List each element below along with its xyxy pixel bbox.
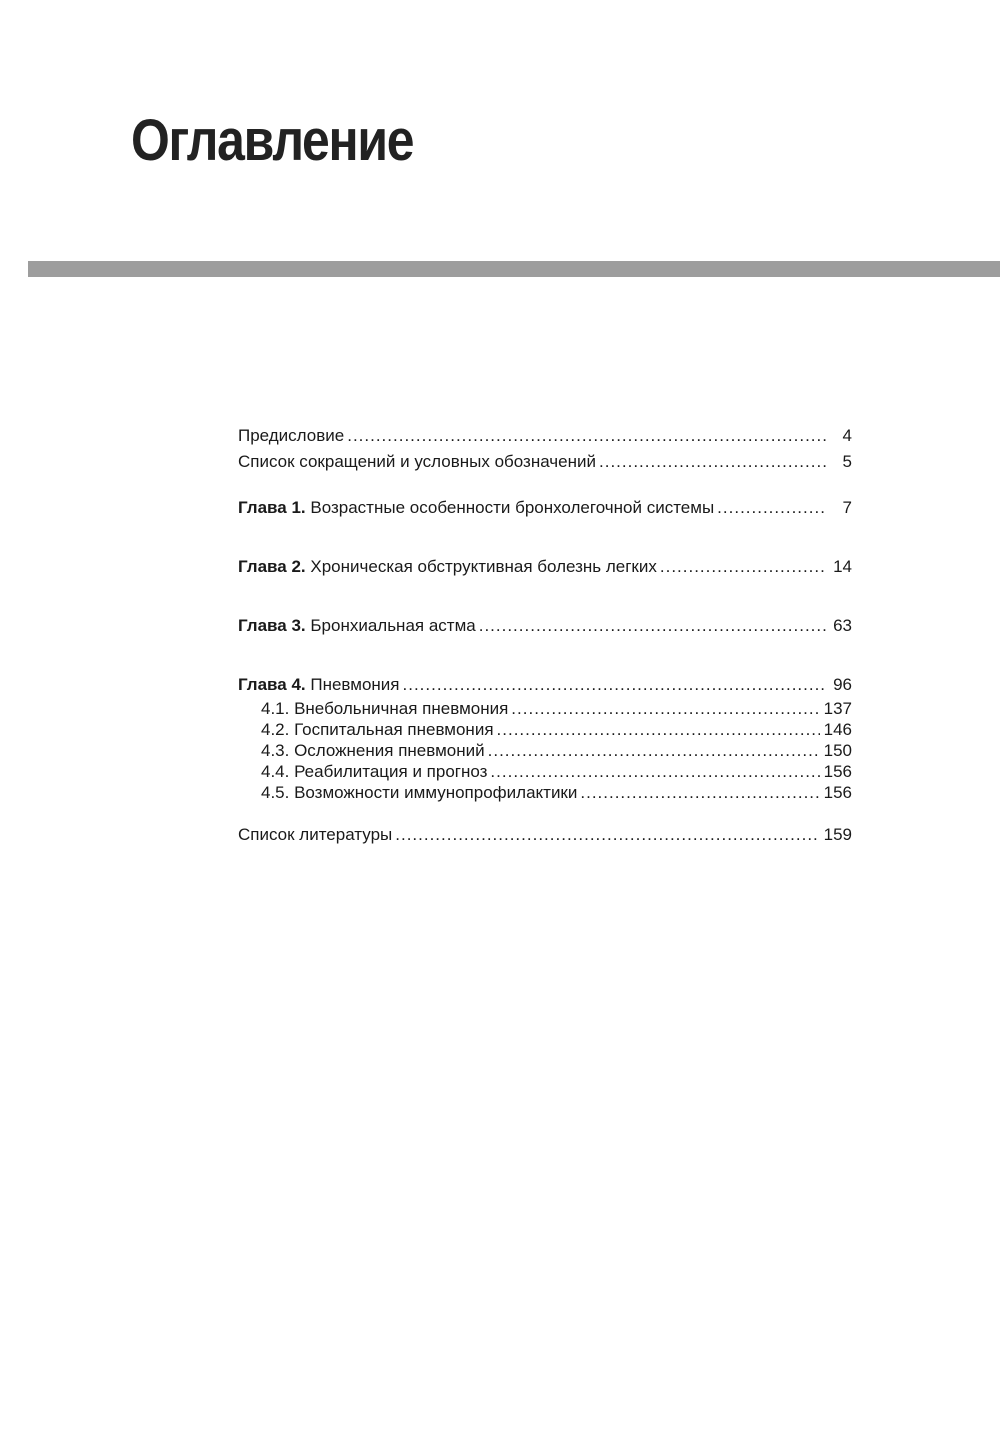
toc-entry-label: Список литературы bbox=[238, 825, 393, 844]
toc-entry-section-4-1[interactable] bbox=[238, 698, 852, 719]
toc-entry-label bbox=[238, 554, 657, 580]
chapter-title: Хроническая обструктивная болезнь легких bbox=[310, 557, 657, 576]
dot-leader bbox=[488, 740, 820, 761]
toc-entry-page: 96 bbox=[833, 675, 852, 694]
chapter-title: Пневмония bbox=[310, 675, 400, 694]
dot-leader bbox=[511, 698, 819, 719]
dot-leader bbox=[660, 554, 826, 580]
dot-leader bbox=[479, 613, 826, 639]
toc-entry-label bbox=[238, 495, 714, 521]
toc-entry-page: 4 bbox=[842, 426, 852, 445]
dot-leader bbox=[490, 761, 819, 782]
toc-entry-page: 150 bbox=[823, 741, 852, 760]
toc-entry-label: Предисловие bbox=[238, 426, 345, 445]
page-title: Оглавление bbox=[131, 108, 414, 173]
toc-entry-page: 159 bbox=[823, 825, 852, 844]
dot-leader bbox=[497, 719, 820, 740]
toc-entry-page: 14 bbox=[833, 557, 852, 576]
chapter-title: Возрастные особенности бронхолегочной системы bbox=[310, 498, 715, 517]
toc-entry-chapter-2[interactable] bbox=[238, 554, 852, 580]
dot-leader bbox=[395, 822, 819, 848]
toc-entry-label: 4.1. Внебольничная пневмония bbox=[261, 699, 509, 718]
toc-entry-page: 137 bbox=[823, 699, 852, 718]
toc-entry-page: 146 bbox=[823, 720, 852, 739]
toc-entry-label: 4.3. Осложнения пневмоний bbox=[261, 741, 485, 760]
toc-entry-label: 4.2. Госпитальная пневмония bbox=[261, 720, 494, 739]
toc-entry-page: 156 bbox=[823, 783, 852, 802]
toc-entry-page: 156 bbox=[823, 762, 852, 781]
toc-entry-chapter-4[interactable] bbox=[238, 672, 852, 698]
toc-entry-label bbox=[238, 613, 476, 639]
chapter-prefix: Глава 4. bbox=[238, 675, 306, 694]
toc-entry-section-4-3[interactable] bbox=[238, 740, 852, 761]
toc-entry-page: 5 bbox=[842, 452, 852, 471]
toc-entry-chapter-1[interactable] bbox=[238, 495, 852, 521]
toc-entry-page: 63 bbox=[833, 616, 852, 635]
toc-entry-preface[interactable] bbox=[238, 423, 852, 449]
dot-leader bbox=[717, 495, 826, 521]
dot-leader bbox=[347, 423, 826, 449]
toc-entry-section-4-5[interactable] bbox=[238, 782, 852, 803]
toc-entry-label bbox=[238, 672, 400, 698]
toc-entry-label: 4.5. Возможности иммунопрофилактики bbox=[261, 783, 578, 802]
toc-entry-page: 7 bbox=[842, 498, 852, 517]
toc-entry-chapter-3[interactable] bbox=[238, 613, 852, 639]
chapter-prefix: Глава 3. bbox=[238, 616, 306, 635]
toc-entry-section-4-2[interactable] bbox=[238, 719, 852, 740]
toc-entry-section-4-4[interactable] bbox=[238, 761, 852, 782]
table-of-contents bbox=[238, 423, 852, 848]
chapter-prefix: Глава 2. bbox=[238, 557, 306, 576]
chapter-prefix: Глава 1. bbox=[238, 498, 306, 517]
chapter-title: Бронхиальная астма bbox=[310, 616, 476, 635]
dot-leader bbox=[403, 672, 826, 698]
toc-entry-abbreviations[interactable] bbox=[238, 449, 852, 475]
toc-entry-label: Список сокращений и условных обозначений bbox=[238, 452, 596, 471]
toc-entry-label: 4.4. Реабилитация и прогноз bbox=[261, 762, 488, 781]
dot-leader bbox=[599, 449, 826, 475]
dot-leader bbox=[580, 782, 819, 803]
toc-entry-references[interactable] bbox=[238, 822, 852, 848]
title-divider bbox=[28, 261, 1000, 277]
